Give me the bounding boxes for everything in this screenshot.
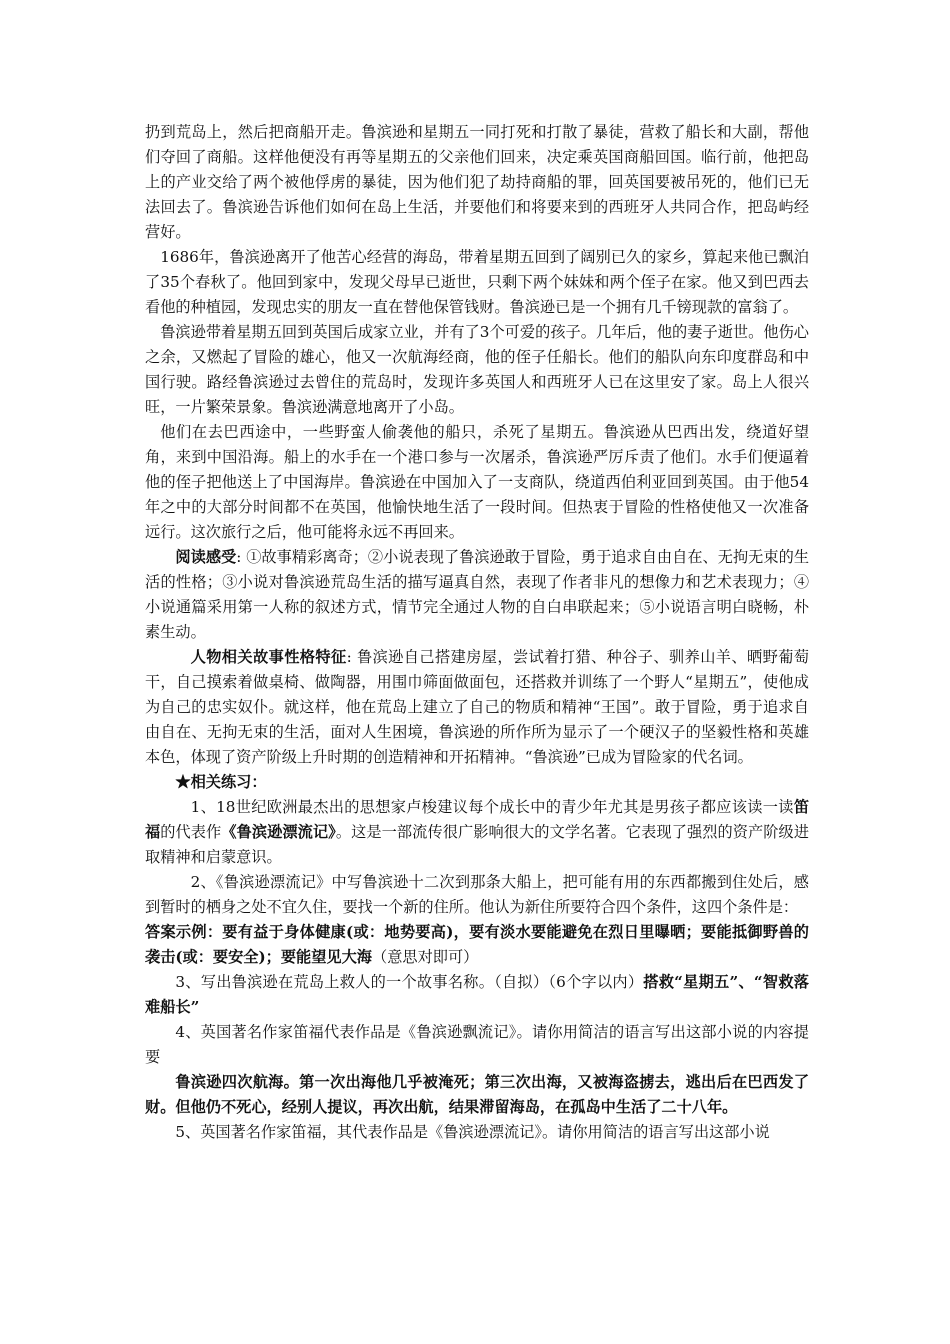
document-body xyxy=(145,120,809,1145)
paragraph-family-life: 鲁滨逊带着星期五回到英国后成家立业，并有了3个可爱的孩子。几年后，他的妻子逝世。他伤心之余，又燃起了冒险的雄心，他又一次航海经商，他的侄子任船长。他们的船队向东印度群岛和中国行驶。路经鲁滨逊过去曾住的荒岛时，发现许多英国人和西班牙人已在这里安了家。岛上人很兴旺，一片繁荣景象。鲁滨逊满意地离开了小岛。 xyxy=(145,323,809,416)
question-1-text-b: 的代表作 xyxy=(160,823,222,841)
character-traits-label: 人物相关故事性格特征 xyxy=(190,648,347,666)
question-4: 4、英国著名作家笛福代表作品是《鲁滨逊飘流记》。请你用简洁的语言写出这部小说的内容提要 xyxy=(145,1023,809,1066)
reading-impressions-label: 阅读感受 xyxy=(175,548,237,566)
reading-impressions xyxy=(145,545,809,645)
question-2: 2、《鲁滨逊漂流记》中写鲁滨逊十二次到那条大船上，把可能有用的东西都搬到住处后，感到暂时的栖身之处不宜久住，要找一个新的住所。他认为新住所要符合四个条件，这四个条件是： xyxy=(145,873,809,916)
answer-2-note: （意思对即可） xyxy=(372,948,479,966)
question-1-text-c: 。这是一部流传很广影响很大的文学名著。它表现了强烈的资产阶级进取精神和启蒙意识。 xyxy=(145,823,810,866)
answer-2-bold: 答案示例：要有益于身体健康(或：地势要高)，要有淡水要能避免在烈日里曝晒；要能抵御野兽的袭击(或：要安全)；要能望见大海 xyxy=(145,923,809,966)
paragraph-final-voyage: 他们在去巴西途中，一些野蛮人偷袭他的船只，杀死了星期五。鲁滨逊从巴西出发，绕道好望角，来到中国沿海。船上的水手在一个港口参与一次屠杀，鲁滨逊严厉斥责了他们。水手们便逼着他的侄子把他送上了中国海岸。鲁滨逊在中国加入了一支商队，绕道西伯利亚回到英国。由于他54年之中的大部分时间都不在英国，他愉快地生活了一段时间。但热衷于冒险的性格使他又一次准备远行。这次旅行之后，他可能将永远不再回来。 xyxy=(145,423,809,541)
question-1 xyxy=(145,795,809,870)
question-1-book: 《鲁滨逊漂流记》 xyxy=(221,823,336,841)
paragraph-return-1686: 1686年，鲁滨逊离开了他苦心经营的海岛，带着星期五回到了阔别已久的家乡，算起来他已飘泊了35个春秋了。他回到家中，发现父母早已逝世，只剩下两个妹妹和两个侄子在家。他又到巴西去看他的种植园，发现忠实的朋友一直在替他保管钱财。鲁滨逊已是一个拥有几千镑现款的富翁了。 xyxy=(145,248,809,316)
question-1-author: 笛福 xyxy=(145,798,809,841)
question-3 xyxy=(145,970,809,1020)
question-1-text-a: 1、18世纪欧洲最杰出的思想家卢梭建议每个成长中的青少年尤其是男孩子都应该读一读 xyxy=(190,798,794,816)
reading-impressions-text: : ①故事精彩离奇；②小说表现了鲁滨逊敢于冒险，勇于追求自由自在、无拘无束的生活的性格；③小说对鲁滨逊荒岛生活的描写逼真自然，表现了作者非凡的想像力和艺术表现力；④小说通篇采用第一人称的叙述方式，情节完全通过人物的自白串联起来；⑤小说语言明白晓畅，朴素生动。 xyxy=(145,548,810,641)
character-traits-text: : 鲁滨逊自己搭建房屋，尝试着打猎、种谷子、驯养山羊、晒野葡萄干，自己摸索着做桌椅、做陶器，用围巾筛面做面包，还搭救并训练了一个野人“星期五”，使他成为自己的忠实奴仆。就这样，他在荒岛上建立了自己的物质和精神“王国”。敢于冒险，勇于追求自由自在、无拘无束的生活，面对人生困境，鲁滨逊的所作所为显示了一个硬汉子的坚毅性格和英雄本色，体现了资产阶级上升时期的创造精神和开拓精神。“鲁滨逊”已成为冒险家的代名词。 xyxy=(145,648,809,766)
character-traits xyxy=(145,645,809,770)
answer-4: 鲁滨逊四次航海。第一次出海他几乎被淹死；第三次出海，又被海盗掳去，逃出后在巴西发了财。但他仍不死心，经别人提议，再次出航，结果滞留海岛，在孤岛中生活了二十八年。 xyxy=(145,1073,809,1116)
exercise-heading: ★相关练习： xyxy=(175,773,267,791)
answer-2 xyxy=(145,920,809,970)
paragraph-ending-story: 扔到荒岛上，然后把商船开走。鲁滨逊和星期五一同打死和打散了暴徒，营救了船长和大副，帮他们夺回了商船。这样他便没有再等星期五的父亲他们回来，决定乘英国商船回国。临行前，他把岛上的产业交给了两个被他俘虏的暴徒，因为他们犯了劫持商船的罪，回英国要被吊死的，他们已无法回去了。鲁滨逊告诉他们如何在岛上生活，并要他们和将要来到的西班牙人共同合作，把岛屿经营好。 xyxy=(145,123,809,241)
question-3-answer: 搭救“星期五”、“智救落难船长” xyxy=(145,973,809,1016)
question-5: 5、英国著名作家笛福，其代表作品是《鲁滨逊漂流记》。请你用简洁的语言写出这部小说 xyxy=(175,1123,770,1141)
question-3-text: 3、写出鲁滨逊在荒岛上救人的一个故事名称。（自拟）（6个字以内） xyxy=(175,973,644,991)
